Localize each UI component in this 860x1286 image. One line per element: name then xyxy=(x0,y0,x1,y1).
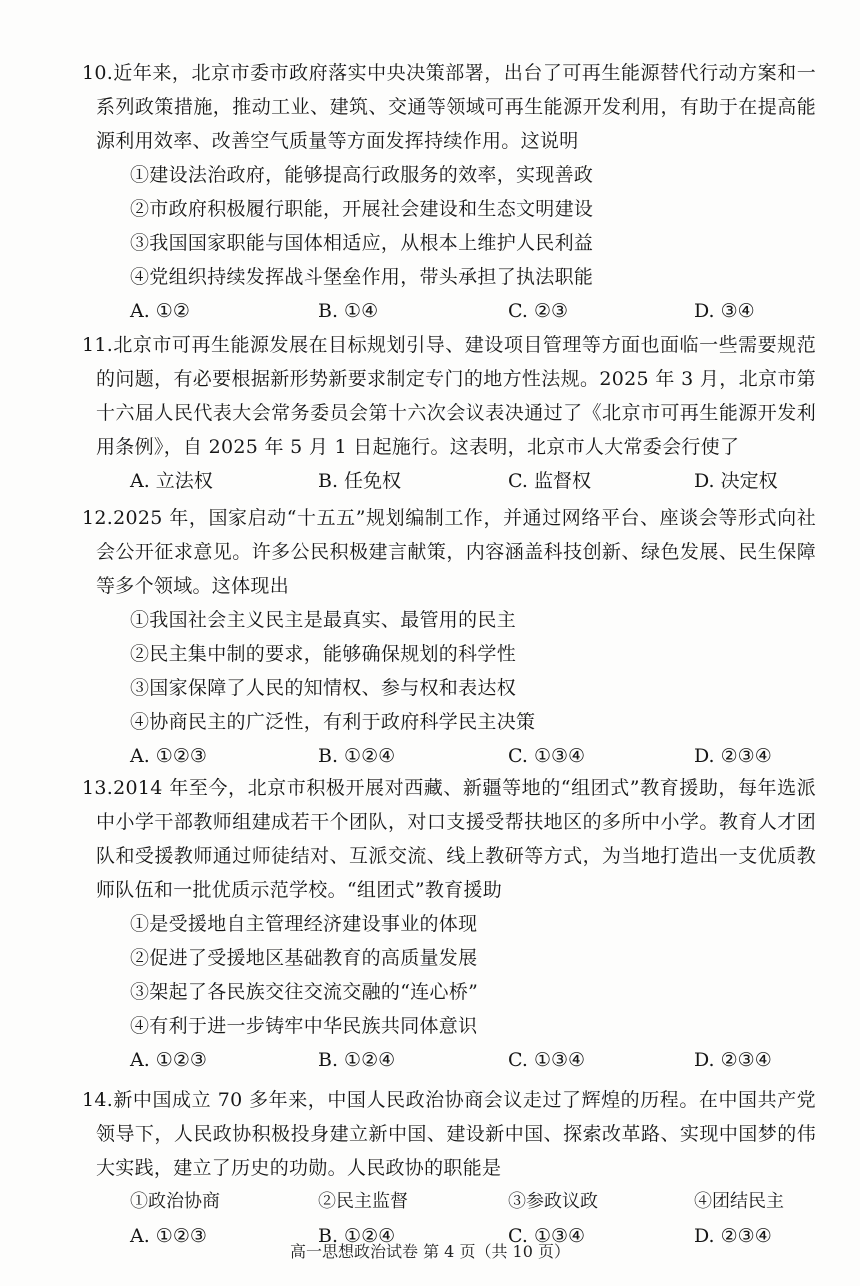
statement-1: ①建设法治政府，能够提高行政服务的效率，实现善政 xyxy=(130,164,594,186)
statement-1: ①是受援地自主管理经济建设事业的体现 xyxy=(130,913,478,935)
question-number: 14. xyxy=(82,1089,114,1111)
statement-3: ③国家保障了人民的知情权、参与权和表达权 xyxy=(130,677,517,699)
question-10 xyxy=(82,56,816,328)
option-d[interactable]: D. ②③④ xyxy=(694,1049,772,1071)
option-a[interactable]: A. ①②③ xyxy=(130,745,207,767)
statement-2: ②民主监督 xyxy=(318,1191,408,1212)
option-c[interactable]: C. ①③④ xyxy=(508,1225,586,1247)
option-a[interactable]: A. ①② xyxy=(130,300,190,322)
answer-options xyxy=(96,739,816,773)
option-c[interactable]: C. 监督权 xyxy=(508,470,591,492)
answer-options xyxy=(96,1043,816,1077)
statement-2: ②促进了受援地区基础教育的高质量发展 xyxy=(130,947,478,969)
question-text: 新中国成立 70 多年来，中国人民政治协商会议走过了辉煌的历程。在中国共产党领导下，人民政协积极投身建立新中国、建设新中国、探索改革路、实现中国梦的伟大实践，建立了历史的功勋。人民政协的职能是 xyxy=(96,1089,816,1179)
option-b[interactable]: B. 任免权 xyxy=(318,470,402,492)
option-a[interactable]: A. ①②③ xyxy=(130,1049,207,1071)
option-c[interactable]: C. ①③④ xyxy=(508,745,586,767)
statement-4: ④有利于进一步铸牢中华民族共同体意识 xyxy=(130,1015,478,1037)
question-11 xyxy=(82,328,816,498)
question-number: 10. xyxy=(82,62,114,84)
option-d[interactable]: D. ②③④ xyxy=(694,745,772,767)
statement-4: ④协商民主的广泛性，有利于政府科学民主决策 xyxy=(130,711,536,733)
statement-3: ③架起了各民族交往交流交融的“连心桥” xyxy=(130,981,479,1003)
statement-2: ②市政府积极履行职能，开展社会建设和生态文明建设 xyxy=(130,198,594,220)
statement-4: ④党组织持续发挥战斗堡垒作用，带头承担了执法职能 xyxy=(130,266,594,288)
statement-4: ④团结民主 xyxy=(694,1191,784,1212)
statement-2: ②民主集中制的要求，能够确保规划的科学性 xyxy=(130,643,517,665)
question-number: 12. xyxy=(82,507,114,529)
option-d[interactable]: D. ②③④ xyxy=(694,1225,772,1247)
option-b[interactable]: B. ①②④ xyxy=(318,745,396,767)
question-stem xyxy=(82,501,816,603)
question-12 xyxy=(82,501,816,773)
option-c[interactable]: C. ①③④ xyxy=(508,1049,586,1071)
statement-3: ③参政议政 xyxy=(508,1191,598,1212)
statement-1: ①我国社会主义民主是最真实、最管用的民主 xyxy=(130,609,517,631)
question-stem xyxy=(82,56,816,158)
option-d[interactable]: D. 决定权 xyxy=(694,470,778,492)
question-14 xyxy=(82,1083,816,1253)
question-number: 13. xyxy=(82,777,114,799)
question-stem xyxy=(82,328,816,464)
option-b[interactable]: B. ①②④ xyxy=(318,1225,396,1247)
option-c[interactable]: C. ②③ xyxy=(508,300,569,322)
question-text: 2025 年，国家启动“十五五”规划编制工作，并通过网络平台、座谈会等形式向社会公开征求意见。许多公民积极建言献策，内容涵盖科技创新、绿色发展、民生保障等多个领域。这体现出 xyxy=(96,507,816,597)
question-number: 11. xyxy=(82,334,114,356)
option-d[interactable]: D. ③④ xyxy=(694,300,755,322)
question-text: 北京市可再生能源发展在目标规划引导、建设项目管理等方面也面临一些需要规范的问题，有必要根据新形势新要求制定专门的地方性法规。2025 年 3 月，北京市第十六届人民代表大会常务委员会第十六次会议表决通过了《北京市可再生能源开发利用条例》，自 2025 年 5 月 1 日起施行。这表明，北京市人大常委会行使了 xyxy=(96,334,816,458)
question-text: 近年来，北京市委市政府落实中央决策部署，出台了可再生能源替代行动方案和一系列政策措施，推动工业、建筑、交通等领域可再生能源开发利用，有助于在提高能源利用效率、改善空气质量等方面发挥持续作用。这说明 xyxy=(96,62,816,152)
statement-3: ③我国国家职能与国体相适应，从根本上维护人民利益 xyxy=(130,232,594,254)
option-a[interactable]: A. 立法权 xyxy=(130,470,213,492)
answer-options xyxy=(96,464,816,498)
question-13 xyxy=(82,771,816,1077)
question-stem xyxy=(82,771,816,907)
question-stem xyxy=(82,1083,816,1185)
question-text: 2014 年至今，北京市积极开展对西藏、新疆等地的“组团式”教育援助，每年选派中小学干部教师组建成若干个团队，对口支援受帮扶地区的多所中小学。教育人才团队和受援教师通过师徒结对、互派交流、线上教研等方式，为当地打造出一支优质教师队伍和一批优质示范学校。“组团式”教育援助 xyxy=(96,777,816,901)
answer-options xyxy=(96,294,816,328)
page-footer: 高一思想政治试卷 第 4 页（共 10 页） xyxy=(290,1242,570,1261)
statement-row xyxy=(96,1185,816,1219)
statement-1: ①政治协商 xyxy=(130,1191,220,1212)
option-b[interactable]: B. ①④ xyxy=(318,300,379,322)
option-b[interactable]: B. ①②④ xyxy=(318,1049,396,1071)
option-a[interactable]: A. ①②③ xyxy=(130,1225,207,1247)
